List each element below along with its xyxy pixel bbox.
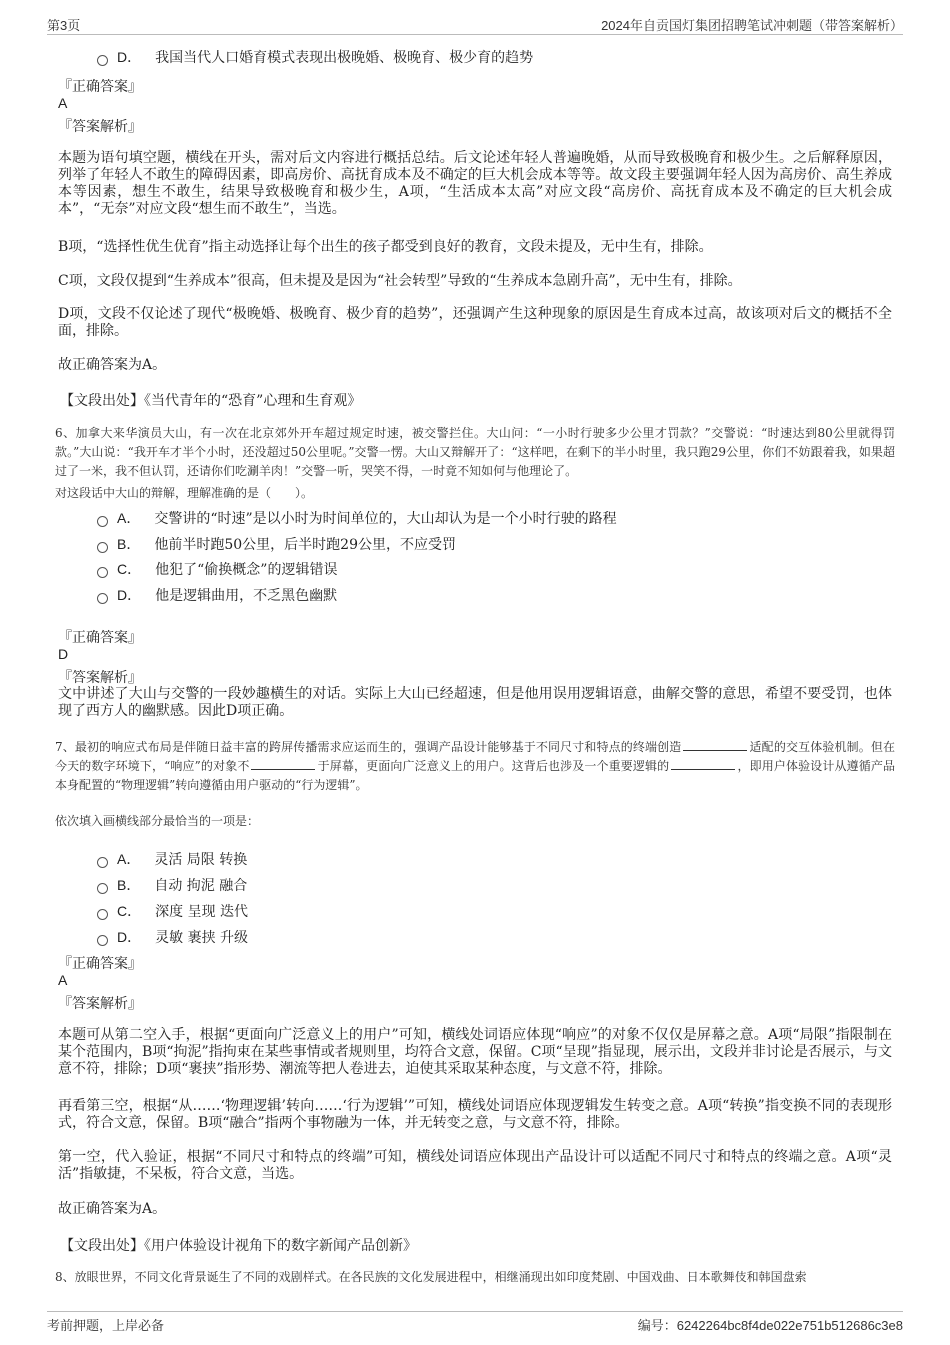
option-text: 深度 呈现 迭代 [155,904,249,920]
radio-icon[interactable] [97,593,108,604]
analysis-paragraph: 故正确答案为A。 [58,357,167,373]
source-citation: 【文段出处】《当代青年的“恐育”心理和生育观》 [60,393,362,409]
code-value: 6242264bc8f4de022e751b512686c3e8 [676,1318,903,1333]
header-rule [47,34,903,35]
question-stem: 6、加拿大来华演员大山，有一次在北京郊外开车超过规定时速，被交警拦住。大山问：“一小时行驶多少公里才罚款？”交警说：“时速达到80公里就得罚款。”大山说：“我开车才半个小时，还没超过50公里呢。”交警一愣。大山又辩解开了：“这样吧，在剩下的半小时里，我只跑29公里，你们不妨跟着我，如果超过了一米，我不但认罚，还请你们吃涮羊肉！”交警一听，哭笑不得，一时竟不知如何与他理论了。 [55,426,895,478]
analysis-paragraph: 第一空，代入验证，根据“不同尺寸和特点的终端”可知，横线处词语应体现出产品设计可以适配不同尺寸和特点的终端之意。A项“灵活”指敏捷，不呆板，符合文意，当选。 [58,1149,892,1182]
answer-label: 『正确答案』 [58,79,142,95]
option-text: 交警讲的“时速”是以小时为时间单位的，大山却认为是一个小时行驶的路程 [154,511,617,527]
analysis-paragraph: 故正确答案为A。 [58,1201,167,1217]
option-item[interactable] [97,849,247,869]
option-letter: C． [117,903,142,919]
option-letter: C． [117,561,142,577]
stem-text: 适配的交互体验机制。但在今天的数字环境下，“响应”的对象不 [55,740,895,773]
option-text: 他犯了“偷换概念”的逻辑错误 [155,562,338,578]
answer-value: A [58,95,68,111]
source-citation: 【文段出处】《用户体验设计视角下的数字新闻产品创新》 [60,1238,417,1254]
option-letter: B． [117,877,141,893]
analysis-label: 『答案解析』 [58,996,142,1012]
option-letter: A． [117,851,141,867]
stem-text: 于屏幕，更面向广泛意义上的用户。这背后也涉及一个重要逻辑的 [317,759,670,773]
option-item[interactable] [97,508,617,528]
option-text: 自动 拘泥 融合 [154,878,248,894]
radio-icon[interactable] [97,516,108,527]
option-item[interactable] [97,585,337,605]
document-code [638,1315,903,1334]
analysis-paragraph: D项，文段不仅论述了现代“极晚婚、极晚育、极少育的趋势”，还强调产生这种现象的原因是生育成本过高，故该项对后文的概括不全面，排除。 [58,306,892,339]
radio-icon[interactable] [97,909,108,920]
radio-icon[interactable] [97,542,108,553]
answer-label: 『正确答案』 [58,956,142,972]
answer-value: D [58,646,69,662]
option-item[interactable] [97,901,248,921]
analysis-paragraph: C项，文段仅提到“生养成本”很高，但未提及是因为“社会转型”导致的“生养成本急剧升高”，无中生有，排除。 [58,273,742,289]
option-item[interactable] [97,534,456,554]
radio-icon[interactable] [97,55,108,66]
analysis-paragraph: 本题可从第二空入手，根据“更面向广泛意义上的用户”可知，横线处词语应体现“响应”的对象不仅仅是屏幕之意。A项“局限”指限制在某个范围内，B项“拘泥”指拘束在某些事情或者规则里，均符合文意，保留。C项“呈现”指显现，展示出，文段并非讨论是否展示，与文意不符，排除；D项“裹挟”指形势、潮流等把人卷进去，迫使其采取某种态度，与文意不符，排除。 [58,1027,892,1077]
analysis-paragraph: 本题为语句填空题，横线在开头，需对后文内容进行概括总结。后文论述年轻人普遍晚婚，从而导致极晚育和极少生。之后解释原因，列举了年轻人不敢生的障碍因素，即高房价、高抚育成本及不确定的巨大机会成本等等。故文段主要强调年轻人因为高房价、高生养成本等因素，想生不敢生，结果导致极晚育和极少生，A项，“生活成本太高”对应文段“高房价、高抚育成本及不确定的巨大机会成本”，“无奈”对应文段“想生而不敢生”，当选。 [58,150,892,217]
radio-icon[interactable] [97,935,108,946]
footer-rule [47,1311,903,1312]
option-item[interactable] [97,875,247,895]
fill-blank [683,739,747,751]
footer-slogan: 考前押题，上岸必备 [47,1318,165,1333]
analysis-paragraph: 再看第三空，根据“从……‘物理逻辑’转向……‘行为逻辑’”可知，横线处词语应体现逻辑发生转变之意。A项“转换”指变换不同的表现形式，符合文意，保留。B项“融合”指两个事物融为一体，并无转变之意，与文意不符，排除。 [58,1098,892,1131]
radio-icon[interactable] [97,567,108,578]
option-text: 灵敏 裹挟 升级 [155,930,249,946]
option-letter: B． [117,536,141,552]
answer-label: 『正确答案』 [58,630,142,646]
radio-icon[interactable] [97,857,108,868]
question-prompt: 对这段话中大山的辩解，理解准确的是（ ）。 [55,486,314,500]
fill-blank [671,758,735,770]
option-letter: D． [117,587,142,603]
stem-text: 7、最初的响应式布局是伴随日益丰富的跨屏传播需求应运而生的，强调产品设计能够基于不同尺寸和特点的终端创造 [55,740,682,754]
option-item[interactable] [97,927,248,947]
option-item[interactable] [97,559,337,579]
question-stem: 8、放眼世界，不同文化背景诞生了不同的戏剧样式。在各民族的文化发展进程中，相继涌现出如印度梵剧、中国戏曲、日本歌舞伎和韩国盘索 [55,1270,807,1284]
option-text: 灵活 局限 转换 [154,852,248,868]
analysis-label: 『答案解析』 [58,119,142,135]
option-item[interactable] [97,47,533,67]
analysis-paragraph: 文中讲述了大山与交警的一段妙趣横生的对话。实际上大山已经超速，但是他用误用逻辑语意，曲解交警的意思，希望不要受罚，也体现了西方人的幽默感。因此D项正确。 [58,686,892,719]
analysis-label: 『答案解析』 [58,670,142,686]
radio-icon[interactable] [97,883,108,894]
option-text: 他是逻辑曲用，不乏黑色幽默 [155,588,338,604]
option-letter: D． [117,929,142,945]
stem-text: ，即用户体验设计从遵循产品本身配置的“物理逻辑”转向遵循由用户驱动的“行为逻辑”。 [55,759,895,792]
option-letter: D． [117,49,142,65]
document-title: 2024年自贡国灯集团招聘笔试冲刺题（带答案解析） [601,18,903,33]
option-text: 他前半时跑50公里，后半时跑29公里，不应受罚 [154,537,456,553]
page-number: 第3页 [47,18,81,33]
analysis-paragraph: B项，“选择性优生优育”指主动选择让每个出生的孩子都受到良好的教育，文段未提及，无中生有，排除。 [58,239,713,255]
question-stem [55,738,895,795]
fill-blank [251,758,315,770]
answer-value: A [58,972,68,988]
option-letter: A． [117,510,141,526]
option-text: 我国当代人口婚育模式表现出极晚婚、极晚育、极少育的趋势 [155,50,534,66]
question-prompt: 依次填入画横线部分最恰当的一项是： [55,814,260,828]
code-label: 编号： [637,1318,677,1333]
